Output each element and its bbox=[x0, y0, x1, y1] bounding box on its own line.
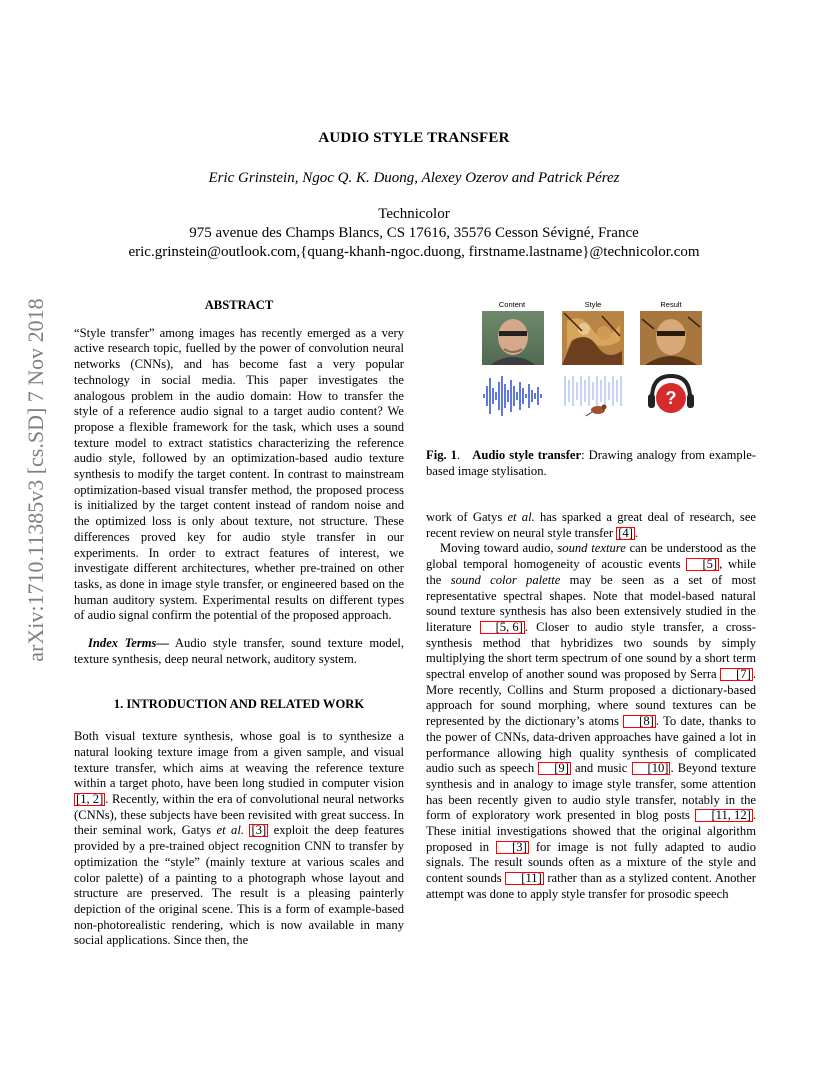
figure-1-caption: Fig. 1. Audio style transfer: Drawing analogy from example-based image stylisation. bbox=[426, 448, 756, 478]
content-waveform bbox=[482, 372, 544, 420]
svg-text:?: ? bbox=[665, 388, 677, 408]
left-column bbox=[74, 298, 404, 949]
text-run: , while the bbox=[426, 557, 757, 587]
affiliation-org: Technicolor bbox=[378, 206, 450, 222]
result-photo bbox=[640, 311, 702, 365]
text-run: may be seen as a set of most representative spectral shapes. Note that model-based natural sound texture synthesis has also been extensively studied in the literature bbox=[426, 572, 756, 634]
figure-label-content: Content bbox=[498, 300, 526, 309]
section-1-paragraph bbox=[74, 729, 404, 949]
affiliation-block bbox=[0, 205, 828, 262]
right-column bbox=[426, 510, 756, 903]
style-painting bbox=[562, 311, 624, 365]
text-run-italic: sound texture bbox=[557, 541, 626, 556]
text-run: has sparked a great deal of research, see recent review on neural style transfer bbox=[426, 510, 756, 540]
right-paragraph-2 bbox=[426, 541, 756, 902]
text-run-italic: et al. bbox=[507, 510, 535, 524]
citation-link[interactable]: [11, 12] bbox=[695, 809, 752, 822]
arxiv-identifier: arXiv:1710.11385v3 [cs.SD] 7 Nov 2018 bbox=[23, 298, 48, 662]
citation-link[interactable]: [10] bbox=[632, 762, 671, 775]
figure-label-style: Style bbox=[584, 300, 602, 309]
text-run: can be understood as the global temporal homogeneity of acoustic events bbox=[426, 541, 756, 572]
citation-link[interactable]: [4] bbox=[618, 525, 633, 540]
text-run: and music bbox=[570, 761, 632, 776]
citation-link[interactable]: [3] bbox=[251, 823, 267, 838]
style-waveform bbox=[562, 372, 624, 420]
text-run-italic: sound color palette bbox=[450, 572, 561, 587]
caption-text: : Drawing analogy from example-based image stylisation. bbox=[426, 448, 756, 478]
paper-title: AUDIO STYLE TRANSFER bbox=[318, 130, 510, 146]
text-run: Moving toward audio, bbox=[440, 541, 558, 556]
text-run: Both visual texture synthesis, whose goal is to synthesize a natural looking texture image from a given sample, and visual texture transfer, which aims at weaving the reference texture within a target photo, have been long studied in computer vision bbox=[74, 729, 404, 791]
figure-label-result: Result bbox=[660, 300, 682, 309]
right-paragraph-1 bbox=[426, 510, 756, 541]
abstract-body: “Style transfer” among images has recently emerged as a very active research topic, fuelled by the power of convolution neural networks (CNNs), and has become fast a very popular technology in social media. This paper investigates the analogous problem in the audio domain: How to transfer the style of a reference audio signal to a target audio content? We propose a flexible framework for the task, which uses a sound texture model to extract statistics characterizing the reference audio style, followed by an optimization-based audio texture synthesis to modify the target content. In contrast to mainstream optimization-based visual transfer method, the proposed process is initialized by the target content instead of random noise and the optimized loss is only about texture, not structure. These differences proved key for audio style transfer in our experiments. In order to extract features of interest, we investigate different architectures, whether pre-trained on other tasks, as done in image style transfer, or engineered based on the human auditory system. Experimental results on different types of audio signal confirm the potential of the proposed approach. bbox=[74, 325, 404, 623]
affiliation-address: 975 avenue des Champs Blancs, CS 17616, 35576 Cesson Sévigné, France bbox=[189, 225, 639, 241]
citation-link[interactable]: [1, 2] bbox=[76, 791, 104, 806]
text-run: . More recently, Collins and Sturm proposed a dictionary-based approach for sound morphing, where sound textures can be represented by the dictionary’s atoms bbox=[426, 667, 756, 729]
index-terms-text: Audio style transfer, sound texture model, texture synthesis, deep neural network, auditory system. bbox=[74, 636, 404, 666]
content-photo bbox=[482, 311, 544, 365]
citation-link[interactable]: [7] bbox=[720, 668, 753, 681]
citation-link[interactable]: [11] bbox=[505, 872, 544, 885]
citation-link[interactable]: [5] bbox=[686, 558, 719, 571]
citation-link[interactable]: [3] bbox=[496, 841, 529, 854]
text-run: . Beyond texture synthesis and in analogy to image style transfer, some attention has been recently given to audio style transfer, notably in the form of exploratory work presented in blog posts bbox=[426, 761, 756, 823]
citation-link[interactable]: [8] bbox=[623, 715, 656, 728]
text-run: for image is not fully adapted to audio signals. The result sounds often as a mixture of the style and content sounds bbox=[426, 839, 757, 886]
citation-link[interactable]: [5, 6] bbox=[480, 621, 525, 634]
citation-link[interactable]: [9] bbox=[538, 762, 571, 775]
text-run: . Closer to audio style transfer, a cross-synthesis method that hybridizes two sounds by simply multiplying the short term spectrum of one sound by a short term spectral envelop of another sound was proposed by Serra bbox=[426, 619, 756, 682]
paper-authors: Eric Grinstein, Ngoc Q. K. Duong, Alexey Ozerov and Patrick Pérez bbox=[208, 170, 620, 186]
text-run: exploit the deep features provided by a pre-trained object recognition CNN to transfer by optimization the “style” (mainly texture at various scales and color palette) of a painting to a photograph whose layout and structure are preserved. The result is a pleasing painterly depiction of the original scene. This is a form of example-based non-photorealistic rendering, which is now available in many social applications. Since then, the bbox=[74, 823, 404, 948]
index-terms-label: Index Terms— bbox=[88, 636, 170, 651]
caption-title: Audio style transfer bbox=[472, 448, 582, 462]
text-run: work of Gatys bbox=[426, 510, 508, 524]
caption-number: Fig. 1 bbox=[426, 448, 457, 462]
arxiv-sidebar-stamp bbox=[16, 290, 56, 670]
text-run: . These initial investigations showed that the original algorithm proposed in bbox=[426, 808, 756, 854]
abstract-heading: ABSTRACT bbox=[204, 298, 274, 312]
section-1-heading: 1. INTRODUCTION AND RELATED WORK bbox=[113, 697, 365, 712]
text-run: rather than as a stylized content. Another attempt was done to apply style transfer for prosodic speech bbox=[426, 871, 757, 901]
text-run: . To date, thanks to the power of CNNs, data-driven approaches have gained a lot in performance allowing high quality synthesis of complicated audio such as speech bbox=[426, 714, 756, 776]
figure-1 bbox=[470, 298, 720, 428]
text-run: . Recently, within the era of convolutional neural networks (CNNs), these subjects have been revisited with great success. In their seminal work, Gatys bbox=[74, 791, 404, 838]
index-terms bbox=[74, 636, 404, 667]
affiliation-email: eric.grinstein@outlook.com,{quang-khanh-ngoc.duong, firstname.lastname}@technicolor.com bbox=[128, 244, 700, 260]
headphones-question-icon bbox=[644, 372, 698, 420]
text-run-italic: et al. bbox=[216, 823, 244, 838]
text-run: . bbox=[634, 525, 639, 540]
